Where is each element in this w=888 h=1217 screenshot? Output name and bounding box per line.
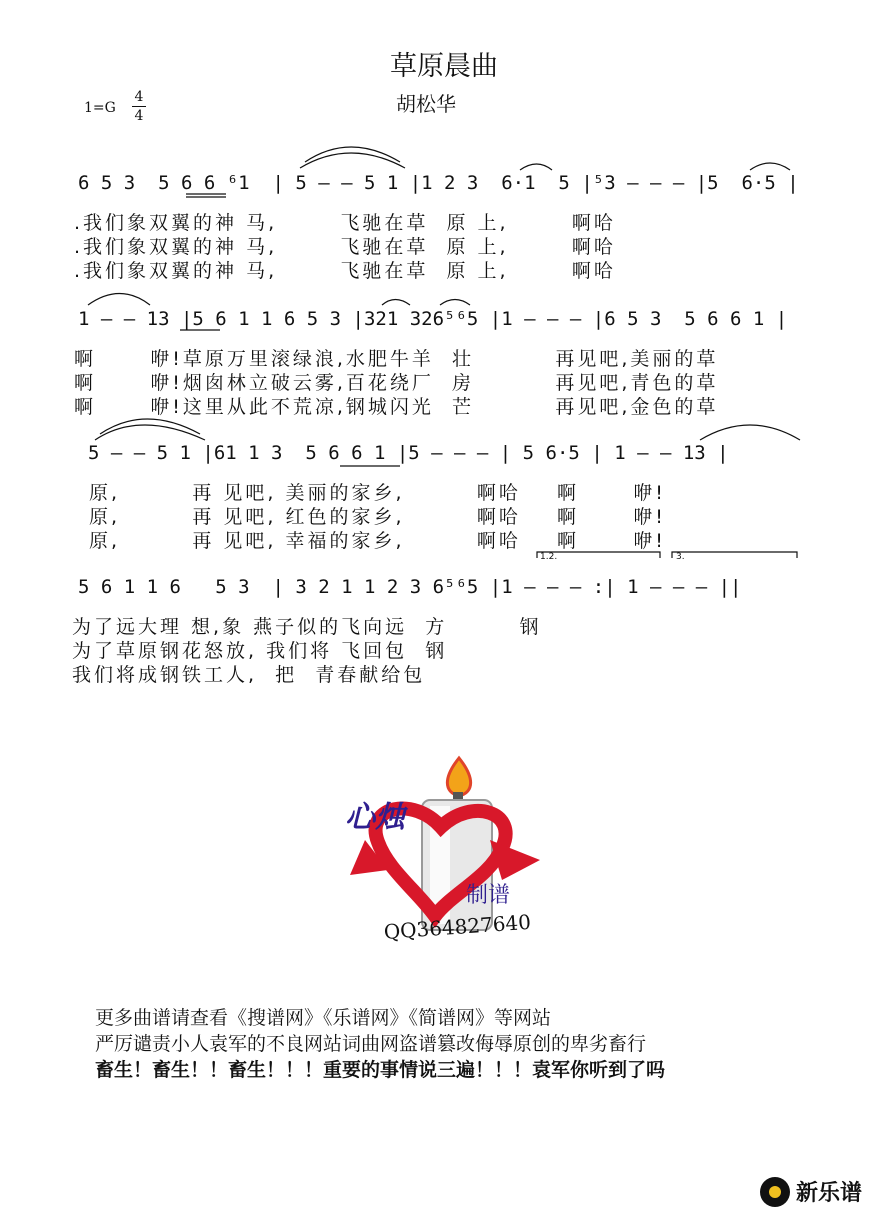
brand-name: 新乐谱 — [796, 1181, 863, 1206]
notation-line-4: 5 6 1 1 6 5 3 | 3 2 1 1 2 3 6⁵⁶5 |1 – – – :| 1 – – – || — [78, 576, 742, 598]
logo-qq: QQ364827640 — [383, 909, 532, 944]
notation-line-1: 6 5 3 5 6 6 ⁶1 | 5 – – 5 1 |1 2 3 6·1 5 |⁵3 – – – |5 6·5 | — [78, 172, 799, 194]
volta-1: 1.2. — [540, 552, 558, 562]
lyric-3-2: 原, 再 见吧, 红色的家乡, 啊哈 啊 咿! — [80, 506, 666, 528]
lyric-3-3: 原, 再 见吧, 幸福的家乡, 啊哈 啊 咿! — [80, 530, 666, 552]
lyric-4-1: 为了远大理 想,象 燕子似的飞向远 方 钢 — [72, 616, 542, 638]
slur — [520, 164, 552, 170]
lyric-3-1: 原, 再 见吧, 美丽的家乡, 啊哈 啊 咿! — [80, 482, 666, 504]
brand-logo — [760, 1176, 862, 1207]
notation-line-2: 1 – – 13 |5 6 1 1 6 5 3 |321 326⁵⁶5 |1 – – – |6 5 3 5 6 6 1 | — [78, 308, 788, 330]
time-sig-bottom: 4 — [134, 108, 144, 124]
lyric-1-2: .我们象双翼的神 马, 飞驰在草 原 上, 啊哈 — [74, 236, 616, 258]
lyric-1-3: .我们象双翼的神 马, 飞驰在草 原 上, 啊哈 — [74, 260, 616, 282]
composer: 胡松华 — [396, 92, 456, 116]
logo-label: 制谱 — [466, 883, 511, 908]
record-icon — [760, 1177, 790, 1207]
lyric-4-2: 为了草原钢花怒放, 我们将 飞回包 钢 — [72, 640, 448, 662]
slur — [700, 425, 800, 440]
footer-line-3: 畜生！畜生！！畜生！！！重要的事情说三遍！！！袁军你听到了吗 — [95, 1059, 666, 1081]
lyric-1-1: .我们象双翼的神 马, 飞驰在草 原 上, 啊哈 — [74, 212, 616, 234]
time-sig-top: 4 — [134, 89, 144, 105]
slur — [88, 294, 150, 306]
logo-name: 心烛 — [345, 800, 405, 835]
slur — [750, 163, 790, 170]
notation-line-3: 5 – – 5 1 |61 1 3 5 6 6 1 |5 – – – | 5 6·5 | 1 – – 13 | — [88, 442, 729, 464]
key-signature: 1=G — [84, 100, 116, 116]
lyric-2-1: 啊 咿!草原万里滚绿浪,水肥牛羊 壮 再见吧,美丽的草 — [74, 348, 719, 370]
song-title: 草原晨曲 — [390, 51, 498, 82]
lyric-2-2: 啊 咿!烟囱林立破云雾,百花绕厂 房 再见吧,青色的草 — [74, 372, 719, 394]
slur — [382, 300, 410, 306]
footer-line-2: 严厉谴责小人袁军的不良网站词曲网盗谱篡改侮辱原创的卑劣畜行 — [95, 1033, 647, 1055]
lyric-4-3: 我们将成钢铁工人, 把 青春献给包 — [72, 664, 426, 686]
volta-2: 3. — [676, 552, 685, 562]
volta-bracket-2 — [672, 552, 797, 558]
lyric-2-3: 啊 咿!这里从此不荒凉,钢城闪光 芒 再见吧,金色的草 — [74, 396, 719, 418]
volta-bracket-1 — [537, 552, 660, 558]
slur — [440, 300, 470, 306]
footer-line-1: 更多曲谱请查看《搜谱网》《乐谱网》《简谱网》等网站 — [95, 1007, 552, 1029]
